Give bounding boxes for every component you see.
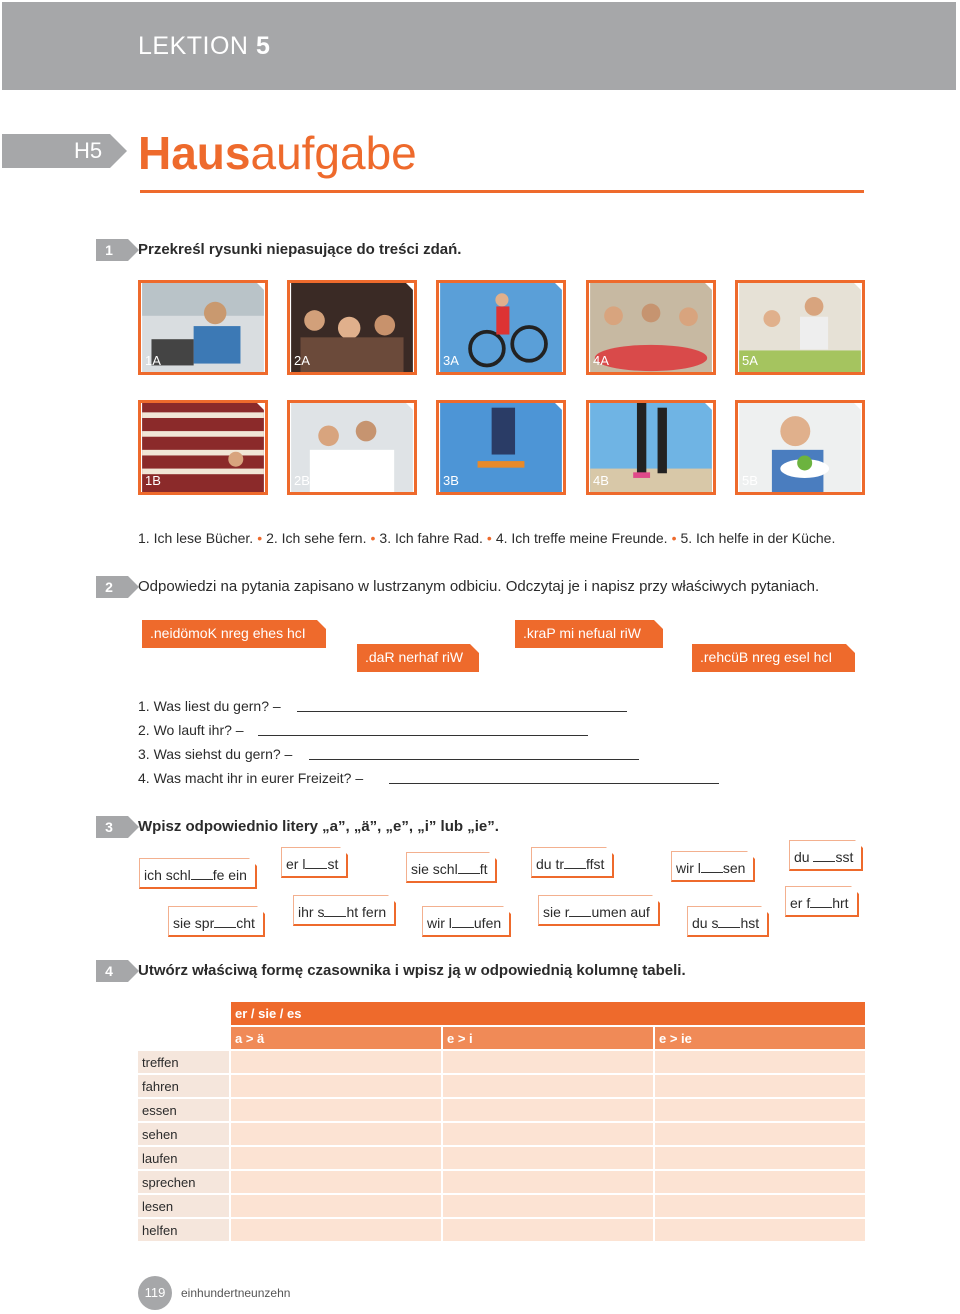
blank[interactable] xyxy=(813,852,835,862)
table-header-top: er / sie / es xyxy=(230,1002,866,1026)
blank[interactable] xyxy=(701,863,723,873)
blank[interactable] xyxy=(718,918,740,928)
mirrored-answer: .daR nerhaf riW xyxy=(357,644,479,672)
blank[interactable] xyxy=(564,859,586,869)
blank[interactable] xyxy=(305,859,327,869)
table-row xyxy=(138,1170,866,1194)
sentence: 5. Ich helfe in der Küche. xyxy=(680,530,836,546)
exercise-number-3: 3 xyxy=(96,816,128,838)
exercise-number-4: 4 xyxy=(96,960,128,982)
mirrored-answer: .neidömoK nreg ehes hcI xyxy=(142,620,326,648)
verb-cell: sprechen xyxy=(138,1170,230,1194)
section-tag: H5 xyxy=(2,134,110,168)
fill-word[interactable]: wir l ufen xyxy=(422,906,511,937)
verb-cell: treffen xyxy=(138,1050,230,1074)
fill-word[interactable]: du s hst xyxy=(687,906,769,937)
table-row xyxy=(138,1098,866,1122)
exercise-4-instruction: Utwórz właściwą formę czasownika i wpisz ją w odpowiednią kolumnę tabeli. xyxy=(138,962,686,979)
verb-cell: essen xyxy=(138,1098,230,1122)
exercise-1-instruction: Przekreśl rysunki niepasujące do treści zdań. xyxy=(138,241,462,258)
photo-label: 1B xyxy=(145,473,161,488)
photo-2b[interactable] xyxy=(287,400,417,495)
blank[interactable] xyxy=(214,918,236,928)
exercise-3-instruction: Wpisz odpowiednio litery „a”, „ä”, „e”, „i” lub „ie”. xyxy=(138,818,499,835)
photo-label: 2A xyxy=(294,353,310,368)
question-1: 1. Was liest du gern? – xyxy=(138,698,281,714)
answer-line-1[interactable] xyxy=(297,711,627,712)
fill-word[interactable]: du sst xyxy=(789,840,863,871)
fill-word[interactable]: er l st xyxy=(281,847,348,878)
verb-cell: lesen xyxy=(138,1194,230,1218)
verb-cell: fahren xyxy=(138,1074,230,1098)
verb-cell: sehen xyxy=(138,1122,230,1146)
photo-5a[interactable] xyxy=(735,280,865,375)
exercise-2-instruction: Odpowiedzi na pytania zapisano w lustrzanym odbiciu. Odczytaj je i napisz przy właściwych pytaniach. xyxy=(138,578,820,595)
column-header: e > i xyxy=(442,1026,654,1050)
mirrored-answer: .kraP mi nefual riW xyxy=(515,620,663,648)
photo-3a[interactable] xyxy=(436,280,566,375)
photo-label: 5A xyxy=(742,353,758,368)
photo-label: 4A xyxy=(593,353,609,368)
table-row xyxy=(138,1074,866,1098)
photo-label: 2B xyxy=(294,473,310,488)
blank[interactable] xyxy=(569,907,591,917)
sentence: 4. Ich treffe meine Freunde. xyxy=(495,530,668,546)
page-number-word: einhundertneunzehn xyxy=(181,1286,291,1300)
page-number: 119 xyxy=(138,1276,172,1310)
table-row xyxy=(138,1122,866,1146)
fill-word[interactable]: du tr ffst xyxy=(531,847,614,878)
photo-label: 1A xyxy=(145,353,161,368)
question-4: 4. Was macht ihr in eurer Freizeit? – xyxy=(138,770,364,786)
fill-word[interactable]: wir l sen xyxy=(671,851,755,882)
photo-label: 5B xyxy=(742,473,758,488)
verb-table xyxy=(138,1002,867,1243)
exercise-number-1: 1 xyxy=(96,239,128,261)
blank[interactable] xyxy=(324,907,346,917)
fill-word[interactable]: ihr s ht fern xyxy=(293,895,396,926)
answer-line-4[interactable] xyxy=(389,783,719,784)
sentence: 1. Ich lese Bücher. xyxy=(138,530,254,546)
blank[interactable] xyxy=(810,898,832,908)
answer-line-2[interactable] xyxy=(258,735,588,736)
fill-word[interactable]: sie schl ft xyxy=(406,852,497,883)
photo-label: 4B xyxy=(593,473,609,488)
exercise-1-sentences: 1. Ich lese Bücher. • 2. Ich sehe fern. • 3. Ich fahre Rad. • 4. Ich treffe meine Freunde. • 5. Ich helfe in der Küche. xyxy=(138,530,836,546)
blank[interactable] xyxy=(191,870,213,880)
sentence: 2. Ich sehe fern. xyxy=(266,530,367,546)
blank[interactable] xyxy=(452,918,474,928)
question-2: 2. Wo lauft ihr? – xyxy=(138,722,244,738)
fill-word[interactable]: er f hrt xyxy=(785,886,859,917)
question-3: 3. Was siehst du gern? – xyxy=(138,746,293,762)
table-row xyxy=(138,1050,866,1074)
photo-label: 3A xyxy=(443,353,459,368)
lesson-label: LEKTION 5 xyxy=(138,32,271,60)
photo-5b[interactable] xyxy=(735,400,865,495)
page-title: Hausaufgabe xyxy=(138,127,417,179)
verb-cell: laufen xyxy=(138,1146,230,1170)
photo-1a[interactable] xyxy=(138,280,268,375)
photo-label: 3B xyxy=(443,473,459,488)
table-row xyxy=(138,1218,866,1242)
mirrored-answer: .rehcüB nreg esel hcI xyxy=(692,644,855,672)
photo-4a[interactable] xyxy=(586,280,716,375)
title-divider xyxy=(140,190,864,193)
photo-1b[interactable] xyxy=(138,400,268,495)
column-header: e > ie xyxy=(654,1026,866,1050)
table-row xyxy=(138,1194,866,1218)
table-row xyxy=(138,1146,866,1170)
fill-word[interactable]: sie r umen auf xyxy=(538,895,660,926)
sentence: 3. Ich fahre Rad. xyxy=(379,530,483,546)
photo-2a[interactable] xyxy=(287,280,417,375)
photo-3b[interactable] xyxy=(436,400,566,495)
photo-4b[interactable] xyxy=(586,400,716,495)
column-header: a > ä xyxy=(230,1026,442,1050)
exercise-number-2: 2 xyxy=(96,576,128,598)
answer-line-3[interactable] xyxy=(309,759,639,760)
fill-word[interactable]: ich schl fe ein xyxy=(139,858,257,889)
verb-cell: helfen xyxy=(138,1218,230,1242)
fill-word[interactable]: sie spr cht xyxy=(168,906,265,937)
blank[interactable] xyxy=(458,864,480,874)
